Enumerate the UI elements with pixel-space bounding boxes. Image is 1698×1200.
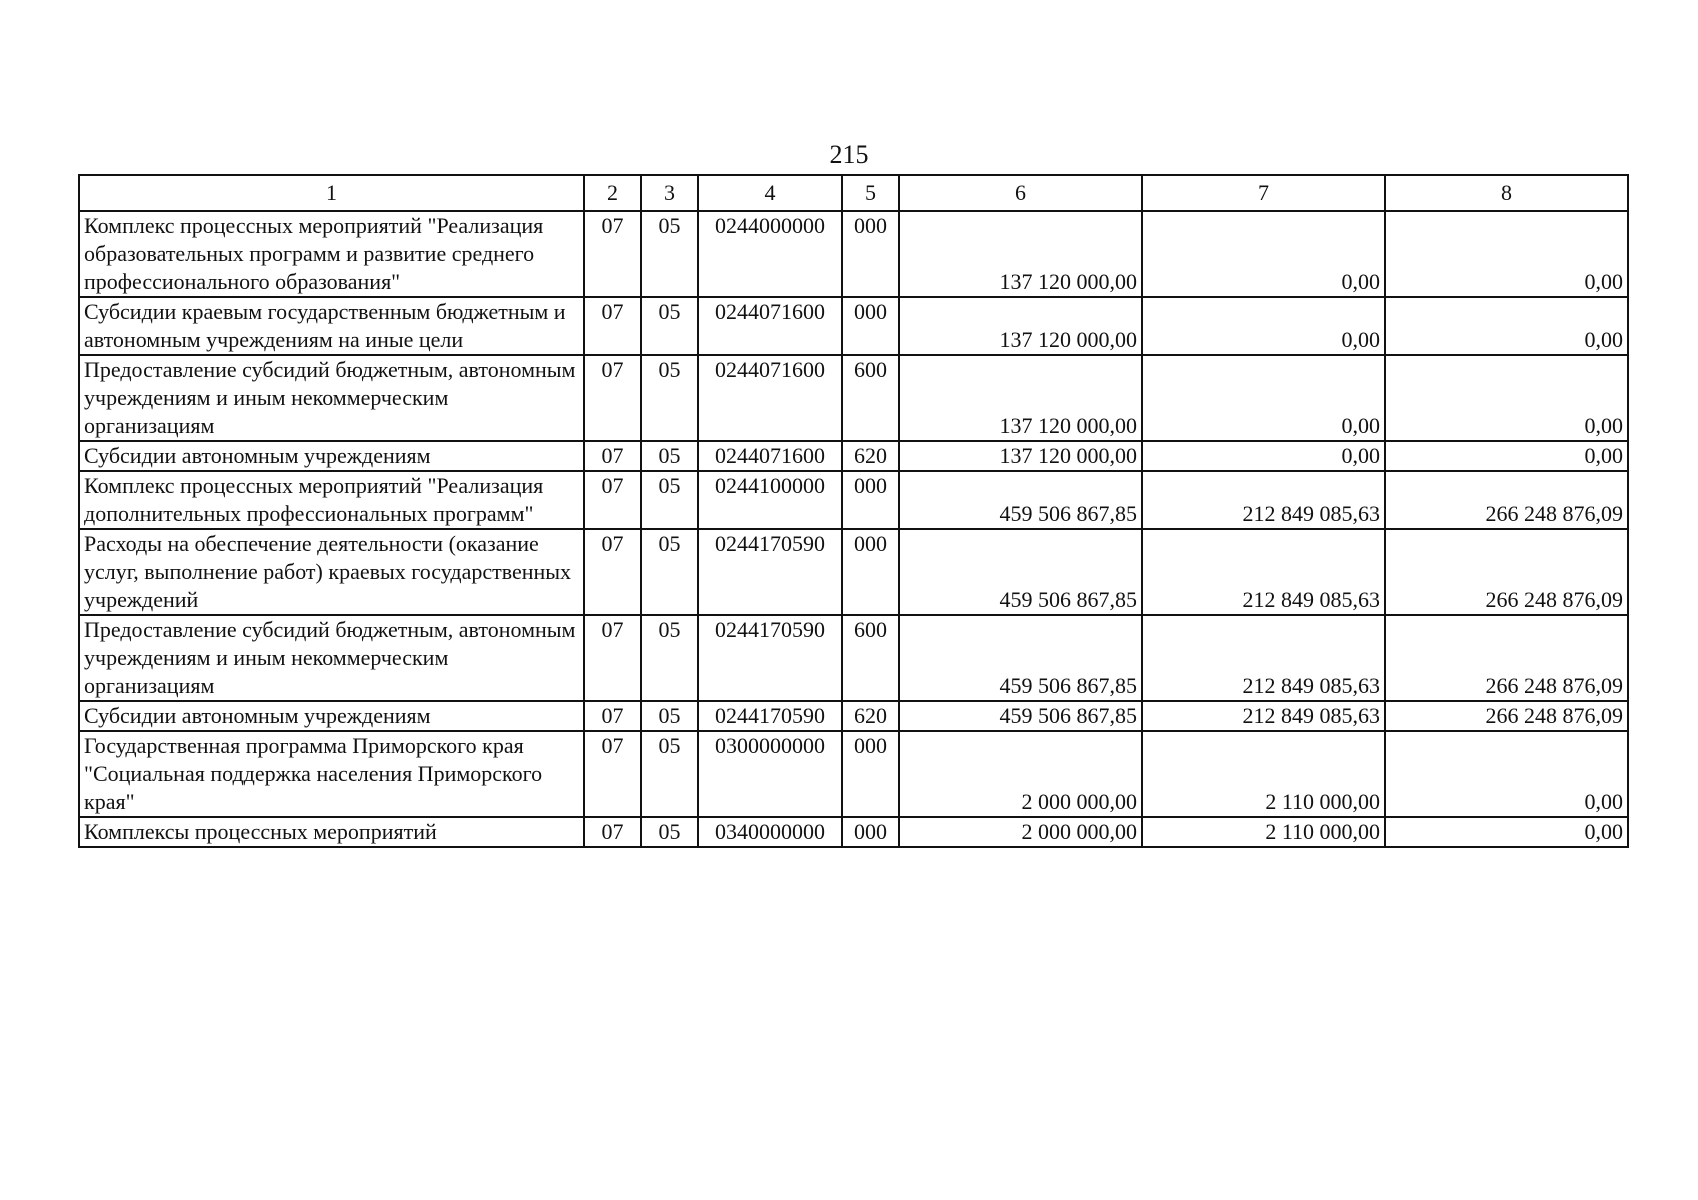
table-row [79, 615, 1628, 701]
section-code: 07 [584, 297, 641, 355]
target-article-code: 0244170590 [698, 529, 842, 615]
target-article-code: 0244071600 [698, 297, 842, 355]
amount-col-8: 0,00 [1385, 355, 1628, 441]
amount-col-8: 266 248 876,09 [1385, 615, 1628, 701]
subsection-code: 05 [641, 615, 698, 701]
column-header: 6 [899, 175, 1142, 211]
amount-col-8: 0,00 [1385, 441, 1628, 471]
amount-col-6: 137 120 000,00 [899, 355, 1142, 441]
amount-col-8: 0,00 [1385, 817, 1628, 847]
subsection-code: 05 [641, 297, 698, 355]
section-code: 07 [584, 615, 641, 701]
budget-table [78, 174, 1629, 848]
section-code: 07 [584, 441, 641, 471]
expense-type-code: 000 [842, 211, 899, 297]
target-article-code: 0244100000 [698, 471, 842, 529]
row-name: Субсидии краевым государственным бюджетным и автономным учреждениям на иные цели [79, 297, 584, 355]
section-code: 07 [584, 355, 641, 441]
amount-col-8: 266 248 876,09 [1385, 701, 1628, 731]
amount-col-8: 0,00 [1385, 211, 1628, 297]
target-article-code: 0300000000 [698, 731, 842, 817]
amount-col-7: 2 110 000,00 [1142, 817, 1385, 847]
amount-col-7: 0,00 [1142, 355, 1385, 441]
row-name: Комплексы процессных мероприятий [79, 817, 584, 847]
amount-col-7: 0,00 [1142, 297, 1385, 355]
subsection-code: 05 [641, 211, 698, 297]
amount-col-7: 0,00 [1142, 441, 1385, 471]
row-name: Субсидии автономным учреждениям [79, 701, 584, 731]
row-name: Субсидии автономным учреждениям [79, 441, 584, 471]
section-code: 07 [584, 817, 641, 847]
amount-col-7: 212 849 085,63 [1142, 701, 1385, 731]
row-name: Предоставление субсидий бюджетным, автономным учреждениям и иным некоммерческим организациям [79, 615, 584, 701]
column-header: 8 [1385, 175, 1628, 211]
amount-col-7: 0,00 [1142, 211, 1385, 297]
row-name: Государственная программа Приморского края "Социальная поддержка населения Приморского края" [79, 731, 584, 817]
amount-col-6: 459 506 867,85 [899, 701, 1142, 731]
amount-col-6: 137 120 000,00 [899, 297, 1142, 355]
target-article-code: 0244170590 [698, 615, 842, 701]
amount-col-8: 266 248 876,09 [1385, 471, 1628, 529]
expense-type-code: 620 [842, 701, 899, 731]
column-header: 4 [698, 175, 842, 211]
table-row [79, 471, 1628, 529]
expense-type-code: 000 [842, 529, 899, 615]
column-header: 5 [842, 175, 899, 211]
table-row [79, 211, 1628, 297]
expense-type-code: 600 [842, 355, 899, 441]
expense-type-code: 000 [842, 731, 899, 817]
section-code: 07 [584, 701, 641, 731]
amount-col-7: 212 849 085,63 [1142, 529, 1385, 615]
target-article-code: 0244170590 [698, 701, 842, 731]
amount-col-7: 212 849 085,63 [1142, 471, 1385, 529]
expense-type-code: 600 [842, 615, 899, 701]
subsection-code: 05 [641, 817, 698, 847]
table-row [79, 355, 1628, 441]
expense-type-code: 000 [842, 817, 899, 847]
table-row [79, 701, 1628, 731]
subsection-code: 05 [641, 529, 698, 615]
table-row [79, 297, 1628, 355]
table-row [79, 731, 1628, 817]
amount-col-7: 212 849 085,63 [1142, 615, 1385, 701]
amount-col-8: 266 248 876,09 [1385, 529, 1628, 615]
amount-col-6: 459 506 867,85 [899, 529, 1142, 615]
table-row [79, 441, 1628, 471]
subsection-code: 05 [641, 701, 698, 731]
section-code: 07 [584, 211, 641, 297]
amount-col-8: 0,00 [1385, 731, 1628, 817]
amount-col-6: 459 506 867,85 [899, 615, 1142, 701]
column-header: 2 [584, 175, 641, 211]
expense-type-code: 000 [842, 471, 899, 529]
target-article-code: 0340000000 [698, 817, 842, 847]
amount-col-6: 137 120 000,00 [899, 211, 1142, 297]
table-header-row [79, 175, 1628, 211]
expense-type-code: 620 [842, 441, 899, 471]
page-number: 215 [829, 140, 869, 169]
row-name: Комплекс процессных мероприятий "Реализация образовательных программ и развитие среднего профессионального образования" [79, 211, 584, 297]
section-code: 07 [584, 731, 641, 817]
subsection-code: 05 [641, 471, 698, 529]
table-row [79, 529, 1628, 615]
amount-col-6: 137 120 000,00 [899, 441, 1142, 471]
expense-type-code: 000 [842, 297, 899, 355]
amount-col-6: 459 506 867,85 [899, 471, 1142, 529]
subsection-code: 05 [641, 731, 698, 817]
amount-col-8: 0,00 [1385, 297, 1628, 355]
section-code: 07 [584, 471, 641, 529]
column-header: 7 [1142, 175, 1385, 211]
column-header: 3 [641, 175, 698, 211]
section-code: 07 [584, 529, 641, 615]
amount-col-7: 2 110 000,00 [1142, 731, 1385, 817]
target-article-code: 0244071600 [698, 441, 842, 471]
subsection-code: 05 [641, 441, 698, 471]
row-name: Комплекс процессных мероприятий "Реализация дополнительных профессиональных программ" [79, 471, 584, 529]
target-article-code: 0244000000 [698, 211, 842, 297]
table-row [79, 817, 1628, 847]
row-name: Расходы на обеспечение деятельности (оказание услуг, выполнение работ) краевых государственных учреждений [79, 529, 584, 615]
column-header: 1 [79, 175, 584, 211]
row-name: Предоставление субсидий бюджетным, автономным учреждениям и иным некоммерческим организациям [79, 355, 584, 441]
target-article-code: 0244071600 [698, 355, 842, 441]
amount-col-6: 2 000 000,00 [899, 731, 1142, 817]
amount-col-6: 2 000 000,00 [899, 817, 1142, 847]
subsection-code: 05 [641, 355, 698, 441]
